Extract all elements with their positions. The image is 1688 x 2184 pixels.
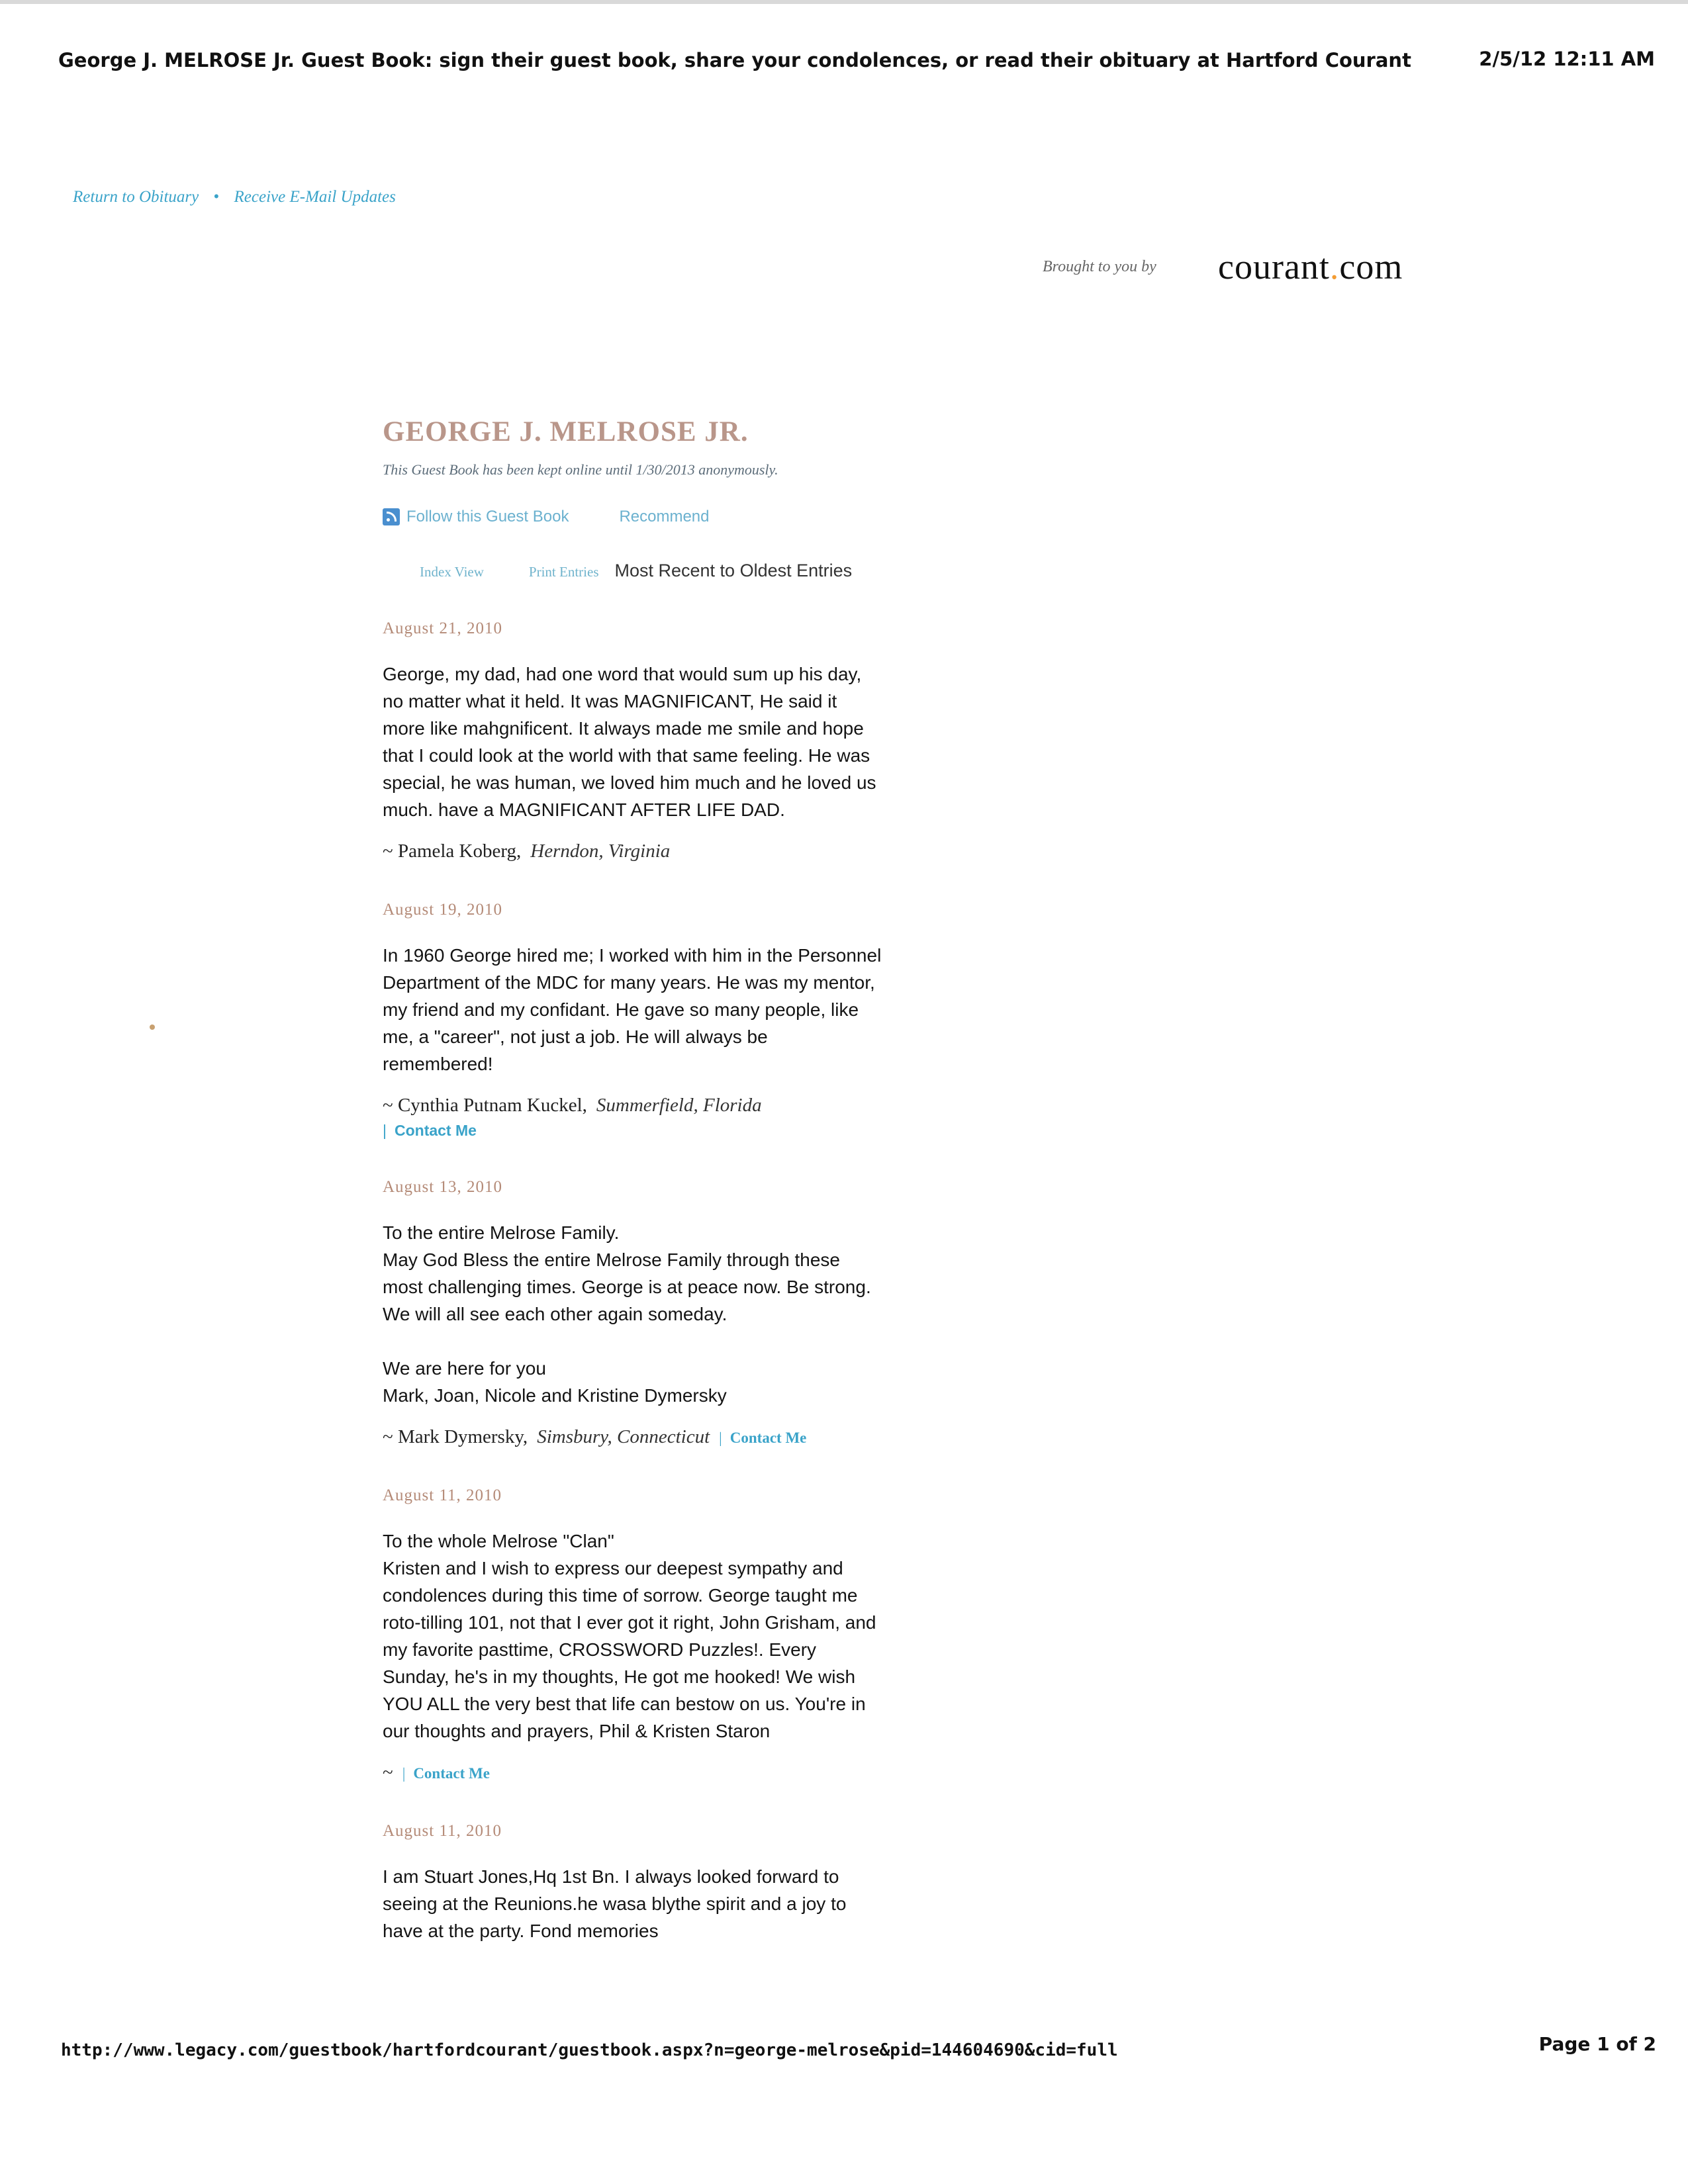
contact-me-link[interactable]: Contact Me xyxy=(413,1765,490,1782)
entry-author: ~ Cynthia Putnam Kuckel, xyxy=(383,1095,587,1116)
contact-row xyxy=(710,1430,806,1446)
contact-row xyxy=(393,1765,490,1782)
entry-signature xyxy=(383,841,952,862)
entry-text: To the entire Melrose Family. May God Bless the entire Melrose Family through these most challenging times. George is at peace now. Be strong. We will all see each other again someday. We are here for you Mark, Joan, Nicole and Kristine Dymersky xyxy=(383,1222,871,1406)
follow-guestbook-link[interactable]: Follow this Guest Book xyxy=(406,508,569,525)
entry-date: August 21, 2010 xyxy=(383,619,502,637)
contact-me-link[interactable]: Contact Me xyxy=(394,1122,477,1139)
entry-author: ~ Pamela Koberg, xyxy=(383,841,522,862)
return-to-obituary-link[interactable]: Return to Obituary xyxy=(73,188,199,206)
entry-location: Simsbury, Connecticut xyxy=(537,1426,710,1447)
entry-date: August 11, 2010 xyxy=(383,1822,502,1840)
entry-author: ~ xyxy=(383,1762,393,1783)
print-entries-link[interactable]: Print Entries xyxy=(528,564,599,580)
nav-separator: • xyxy=(213,188,220,206)
brought-to-you-by: Brought to you by xyxy=(1043,258,1156,275)
entry-signature xyxy=(383,1762,952,1784)
guestbook-actions xyxy=(383,508,952,526)
guestbook-entry xyxy=(383,1822,952,1944)
guestbook-content xyxy=(383,410,952,1944)
courant-logo[interactable] xyxy=(1218,246,1403,287)
guestbook-entry xyxy=(383,1178,952,1448)
logo-prefix: courant xyxy=(1218,247,1330,287)
recommend-link[interactable]: Recommend xyxy=(619,508,710,525)
logo-dot: . xyxy=(1329,247,1340,287)
guestbook-entry xyxy=(383,901,952,1140)
entry-text: In 1960 George hired me; I worked with him in the Personnel Department of the MDC for many years. He was my mentor, my friend and my confidant. He gave so many people, like me, a "career", not just a job. He will always be remembered! xyxy=(383,945,882,1074)
guestbook-entry xyxy=(383,1486,952,1784)
page-title: GEORGE J. MELROSE JR. xyxy=(383,416,749,447)
entry-signature xyxy=(383,1426,952,1448)
contact-me-link[interactable]: Contact Me xyxy=(729,1430,807,1446)
current-sort-label: Most Recent to Oldest Entries xyxy=(614,561,853,580)
print-footer-page: Page 1 of 2 xyxy=(1538,2033,1656,2055)
scan-speck xyxy=(150,1024,155,1030)
contact-separator: | xyxy=(402,1765,406,1782)
entry-date: August 19, 2010 xyxy=(383,901,502,919)
entry-author: ~ Mark Dymersky, xyxy=(383,1426,528,1447)
email-updates-link[interactable]: Receive E-Mail Updates xyxy=(234,188,396,206)
entry-date: August 11, 2010 xyxy=(383,1486,502,1504)
top-nav xyxy=(73,188,396,206)
view-options xyxy=(420,561,952,581)
entry-text: I am Stuart Jones,Hq 1st Bn. I always looked forward to seeing at the Reunions.he wasa blythe spirit and a joy to have at the party. Fond memories xyxy=(383,1866,847,1941)
contact-separator: | xyxy=(719,1430,722,1446)
logo-suffix: com xyxy=(1339,247,1403,287)
print-header-title: George J. MELROSE Jr. Guest Book: sign their guest book, share your condolences, or read their obituary at Hartford Courant xyxy=(58,49,1411,71)
scan-top-rule xyxy=(0,0,1688,4)
entry-text: To the whole Melrose "Clan" Kristen and I wish to express our deepest sympathy and condolences during this time of sorrow. George taught me roto-tilling 101, not that I ever got it right, John Grisham, and my favorite pasttime, CROSSWORD Puzzles!. Every Sunday, he's in my thoughts, He got me hooked! We wish YOU ALL the very best that life can bestow on us. You're in our thoughts and prayers, Phil & Kristen Staron xyxy=(383,1531,876,1741)
entry-location: Summerfield, Florida xyxy=(596,1095,762,1116)
print-header-datetime: 2/5/12 12:11 AM xyxy=(1479,48,1655,70)
entry-location: Herndon, Virginia xyxy=(530,841,671,862)
keep-online-note: This Guest Book has been kept online until 1/30/2013 anonymously. xyxy=(383,461,778,478)
index-view-link[interactable]: Index View xyxy=(420,564,484,580)
entry-text: George, my dad, had one word that would sum up his day, no matter what it held. It was MAGNIFICANT, He said it more like mahgnificent. It always made me smile and hope that I could look at the world with that same feeling. He was special, he was human, we loved him much and he loved us much. have a MAGNIFICANT AFTER LIFE DAD. xyxy=(383,664,876,820)
contact-separator: | xyxy=(383,1122,387,1139)
entry-signature xyxy=(383,1095,952,1116)
contact-row xyxy=(383,1122,952,1140)
entry-date: August 13, 2010 xyxy=(383,1178,502,1196)
rss-icon[interactable] xyxy=(383,508,400,525)
print-footer-url: http://www.legacy.com/guestbook/hartfordcourant/guestbook.aspx?n=george-melrose&pid=144604690&cid=full xyxy=(61,2040,1118,2060)
guestbook-entry xyxy=(383,619,952,862)
